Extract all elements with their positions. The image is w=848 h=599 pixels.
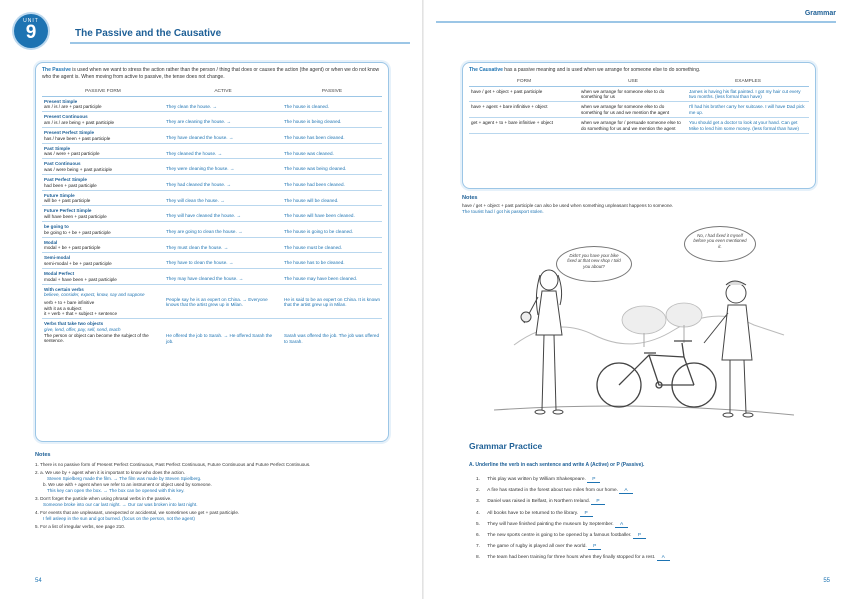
note-example: I fell asleep in the sun and got burned. (focus on the person, not the agent) — [43, 516, 195, 521]
form-text: will be + past participle — [44, 198, 91, 204]
active-text: They must clean the house. → — [166, 244, 229, 250]
active-cell — [164, 190, 282, 206]
passive-cell — [282, 112, 382, 128]
form-text: has / have been + past participle — [44, 135, 111, 141]
tense-name: Present Perfect Simple — [44, 129, 95, 135]
form-cell — [42, 284, 164, 318]
answer-field[interactable]: P — [580, 511, 593, 517]
passive-text: The house was cleaned. — [284, 150, 334, 156]
col-header: PASSIVE — [282, 88, 382, 96]
table-row — [42, 284, 382, 318]
note-example: Steven Spielberg made the film. → The film was made by Steven Spielberg. — [47, 476, 202, 481]
passive-box — [35, 62, 389, 442]
form-cell — [42, 269, 164, 285]
table-row — [42, 319, 382, 346]
tense-name: Modal — [44, 239, 58, 245]
example-cell: I'll had his brother carry her suitcase. I will have Dad pick me up. — [687, 102, 809, 118]
item-number: 3. — [476, 499, 481, 505]
note-item: 3. Don't forget the particle when using phrasal verbs in the passive. — [35, 496, 172, 501]
passive-cell — [282, 284, 382, 318]
passive-cell — [282, 253, 382, 269]
item-text: They will have finished painting the museum by September. — [487, 521, 614, 527]
item-text: All books have to be returned to the library. — [487, 510, 579, 516]
col-header: PASSIVE FORM — [42, 88, 164, 96]
practice-item — [476, 496, 796, 507]
form-cell — [42, 237, 164, 253]
form-text: with it as a subject — [44, 305, 82, 311]
active-text: They were cleaning the house. → — [166, 166, 235, 172]
table-row — [42, 222, 382, 238]
active-cell — [164, 206, 282, 222]
table-row — [42, 175, 382, 191]
practice-item — [476, 519, 796, 530]
note-item: 1. There is no passive form of Present Perfect Continuous, Past Perfect Continuous, Future Continuous and Future Perfect Continuous. — [35, 462, 311, 467]
col-header: USE — [579, 78, 687, 86]
intro-term: The Passive — [42, 67, 71, 73]
passive-cell — [282, 269, 382, 285]
practice-item — [476, 474, 796, 485]
active-text: They cleaned the house. → — [166, 150, 223, 156]
form-text: was / were + past participle — [44, 151, 100, 157]
answer-field[interactable]: A — [619, 488, 632, 494]
active-cell — [164, 253, 282, 269]
practice-list — [476, 474, 796, 564]
table-row — [42, 159, 382, 175]
item-number: 5. — [476, 521, 481, 527]
passive-text: The house has been cleaned. — [284, 134, 345, 140]
passive-cell — [282, 206, 382, 222]
item-text: The game of rugby is played all over the world. — [487, 544, 587, 550]
item-text: The new sports centre is going to be opened by a famous footballer. — [487, 533, 632, 539]
table-row — [42, 143, 382, 159]
table-row — [42, 112, 382, 128]
use-cell: when we arrange for someone else to do something for us and we mention the agent — [579, 102, 687, 118]
page-title: The Passive and the Causative — [75, 28, 222, 39]
form-cell — [42, 222, 164, 238]
causative-intro — [469, 67, 809, 74]
form-cell — [42, 175, 164, 191]
tense-name: Future Simple — [44, 192, 75, 198]
passive-text: The house will have been cleaned. — [284, 213, 355, 219]
form-cell — [42, 127, 164, 143]
right-page — [424, 0, 848, 599]
tense-name: be going to — [44, 224, 69, 230]
tense-name: Present Continuous — [44, 114, 88, 120]
form-text: had been + past participle — [44, 182, 97, 188]
item-number: 6. — [476, 533, 481, 539]
form-text: The person or object can become the subject of the sentence. — [44, 332, 149, 344]
form-cell: have + agent + bare infinitive + object — [469, 102, 579, 118]
form-cell — [42, 190, 164, 206]
form-text: was / were being + past participle — [44, 166, 113, 172]
form-cell — [42, 206, 164, 222]
active-text: They are cleaning the house. → — [166, 119, 232, 125]
causative-box — [462, 62, 816, 189]
table-row — [469, 117, 809, 133]
speech-bubble-right: No, I had fixed it myself before you even mentioned it. — [684, 226, 756, 262]
active-text: They may have cleaned the house. → — [166, 276, 244, 282]
tense-name: With certain verbs — [44, 286, 84, 292]
passive-text: The house will be cleaned. — [284, 197, 339, 203]
form-cell — [42, 96, 164, 112]
note-item: 5. For a list of irregular verbs, see page 210. — [35, 524, 126, 529]
answer-field[interactable]: A — [615, 522, 628, 528]
form-text: am / is / are + past participle — [44, 104, 102, 110]
active-cell — [164, 319, 282, 346]
active-text: They have cleaned the house. → — [166, 134, 234, 140]
title-divider — [70, 42, 410, 44]
tense-name: Semi-modal — [44, 255, 71, 261]
example-cell: James is having his flat painted. I got my hair cut every two months. (less formal than have) — [687, 86, 809, 102]
form-cell — [42, 112, 164, 128]
active-cell — [164, 159, 282, 175]
page-number: 54 — [35, 578, 42, 584]
practice-title: Grammar Practice — [469, 441, 543, 451]
passive-cell — [282, 237, 382, 253]
active-text: They clean the house. → — [166, 103, 218, 109]
note-item: 2. a. We use by + agent when it is important to know who does the action. — [35, 470, 185, 475]
passive-cell — [282, 159, 382, 175]
use-cell: when we arrange for someone else to do something for us — [579, 86, 687, 102]
tense-name: Verbs that take two objects — [44, 321, 104, 327]
item-number: 2. — [476, 488, 481, 494]
passive-text: He is said to be an expert on China. It is known that the artist grew up in Milan. — [284, 296, 381, 308]
verb-list: give, lend, offer, pay, sell, send, teach — [44, 326, 121, 332]
active-text: They will clean the house. → — [166, 197, 225, 203]
active-cell — [164, 143, 282, 159]
form-cell — [42, 143, 164, 159]
active-text: People say he is an expert on China. → Everyone knows that the artist grew up in Milan. — [166, 296, 268, 308]
form-text: semi-modal + be + past participle — [44, 261, 112, 267]
form-cell: get + agent + to + bare infinitive + object — [469, 117, 579, 133]
table-row — [469, 86, 809, 102]
notes-title: Notes — [35, 452, 51, 458]
section-label: Grammar — [804, 10, 836, 17]
practice-item — [476, 530, 796, 541]
col-header: EXAMPLES — [687, 78, 809, 86]
form-cell — [42, 159, 164, 175]
item-text: This play was written by William Shakespeare. — [487, 477, 586, 482]
tense-name: Past Simple — [44, 145, 71, 151]
passive-cell — [282, 143, 382, 159]
passive-text: The house must be cleaned. — [284, 244, 342, 250]
passive-text: The house is going to be cleaned. — [284, 229, 353, 235]
passive-text: The house has to be cleaned. — [284, 260, 345, 266]
passive-text: The house was being cleaned. — [284, 166, 347, 172]
passive-text: The house is being cleaned. — [284, 119, 342, 125]
form-text: verb + to + bare infinitive — [44, 300, 95, 306]
tense-name: Past Continuous — [44, 161, 81, 167]
note-example: This key can open the box. → The box can be opened with this key. — [47, 488, 185, 493]
table-row — [42, 269, 382, 285]
active-cell — [164, 112, 282, 128]
active-text: They have to clean the house. → — [166, 260, 234, 266]
active-text: They will have cleaned the house. → — [166, 213, 242, 219]
item-text: A fire has started in the forest about two miles from our home. — [487, 488, 618, 494]
answer-field[interactable]: P — [591, 499, 604, 505]
note-example: Someone broke into our car last night. → Our car was broken into last night. — [43, 502, 198, 507]
tense-name: Past Perfect Simple — [44, 177, 87, 183]
passive-cell — [282, 127, 382, 143]
answer-field[interactable]: P — [588, 544, 601, 550]
active-text: They are going to clean the house. → — [166, 229, 243, 235]
col-header: ACTIVE — [164, 88, 282, 96]
speech-bubble-left: Didn't you have your bike fixed at that new shop I told you about? — [556, 246, 632, 282]
passive-cell — [282, 96, 382, 112]
item-text: Daniel was raised in Belfast, in Northern Ireland. — [487, 499, 590, 505]
note-example: The tourist had / got his passport stolen. — [462, 209, 544, 214]
unit-badge — [14, 14, 48, 48]
intro-text: is used when we want to stress the action rather than the person / thing that does or causes the action (the agent) or when we do not know who the agent is. When moving from active to passive, the tense does not change. — [42, 67, 380, 80]
unit-number: 9 — [25, 22, 37, 43]
table-row — [42, 253, 382, 269]
illustration-girls-bike — [494, 225, 794, 430]
practice-item — [476, 508, 796, 519]
passive-cell — [282, 190, 382, 206]
form-cell: have / get + object + past participle — [469, 86, 579, 102]
page-number: 55 — [823, 578, 830, 584]
answer-field[interactable]: A — [657, 555, 670, 561]
form-cell — [42, 319, 164, 346]
active-cell — [164, 175, 282, 191]
active-cell — [164, 127, 282, 143]
active-cell — [164, 96, 282, 112]
col-header: FORM — [469, 78, 579, 86]
item-number: 1. — [476, 477, 481, 482]
table-row — [42, 127, 382, 143]
form-text: am / is / are being + past participle — [44, 119, 115, 125]
verb-list: believe, consider, expect, know, say and suppose — [44, 292, 145, 298]
item-number: 4. — [476, 510, 481, 516]
form-text: it + verb + that + subject + sentence — [44, 311, 118, 317]
passive-cell — [282, 175, 382, 191]
practice-item — [476, 541, 796, 552]
note-item: have / get + object + past participle can also be used when something unpleasant happens to someone. — [462, 203, 674, 208]
item-text: The team had been training for three hours when they finally stopped for a rest. — [487, 555, 656, 561]
tense-name: Modal Perfect — [44, 271, 75, 277]
passive-text: The house had been cleaned. — [284, 182, 345, 188]
tense-name: Future Perfect Simple — [44, 208, 92, 214]
passive-cell — [282, 222, 382, 238]
passive-table — [42, 88, 382, 346]
causative-notes — [462, 203, 812, 215]
table-row — [469, 102, 809, 118]
causative-table — [469, 78, 809, 134]
active-cell — [164, 284, 282, 318]
active-text: They had cleaned the house. → — [166, 182, 232, 188]
tense-name: Present Simple — [44, 98, 78, 104]
passive-text: The house is cleaned. — [284, 103, 329, 109]
notes-list — [35, 462, 380, 530]
answer-field[interactable]: P — [633, 533, 646, 539]
note-item: 4. For events that are unpleasant, unexpected or accidental, we sometimes use get + past participle. — [35, 510, 240, 515]
form-text: be going to + be + past participle — [44, 229, 111, 235]
passive-intro — [42, 67, 382, 81]
active-cell — [164, 222, 282, 238]
practice-item — [476, 552, 796, 563]
practice-item — [476, 485, 796, 496]
table-row — [42, 206, 382, 222]
header-divider — [436, 21, 836, 23]
passive-text: The house may have been cleaned. — [284, 276, 358, 282]
form-text: will have been + past participle — [44, 214, 107, 219]
causative-notes-title: Notes — [462, 195, 478, 201]
use-cell: when we arrange for / persuade someone else to do something for us and we mention the agent — [579, 117, 687, 133]
unit-label: UNIT — [23, 18, 39, 24]
form-text: modal + be + past participle — [44, 245, 101, 251]
active-text: He offered the job to Sarah. → He offered Sarah the job. — [166, 333, 273, 344]
active-cell — [164, 269, 282, 285]
passive-cell — [282, 319, 382, 346]
answer-field[interactable]: P — [587, 477, 600, 483]
table-row — [42, 237, 382, 253]
table-row — [42, 96, 382, 112]
item-number: 7. — [476, 544, 481, 550]
practice-instruction: A. Underline the verb in each sentence and write A (Active) or P (Passive). — [469, 462, 645, 468]
causative-term: The Causative — [469, 67, 503, 73]
causative-text: has a passive meaning and is used when we arrange for someone else to do something. — [502, 67, 701, 73]
note-item: b. We use with + agent when we refer to an instrument or object used by someone. — [43, 482, 212, 487]
form-cell — [42, 253, 164, 269]
item-number: 8. — [476, 555, 481, 561]
table-row — [42, 190, 382, 206]
passive-text: Sarah was offered the job. The job was offered to Sarah. — [284, 333, 379, 344]
example-cell: You should get a doctor to look at your hand. Can get Mike to lend him some money. (less formal than have) — [687, 117, 809, 133]
form-text: modal + have been + past participle — [44, 276, 117, 282]
active-cell — [164, 237, 282, 253]
